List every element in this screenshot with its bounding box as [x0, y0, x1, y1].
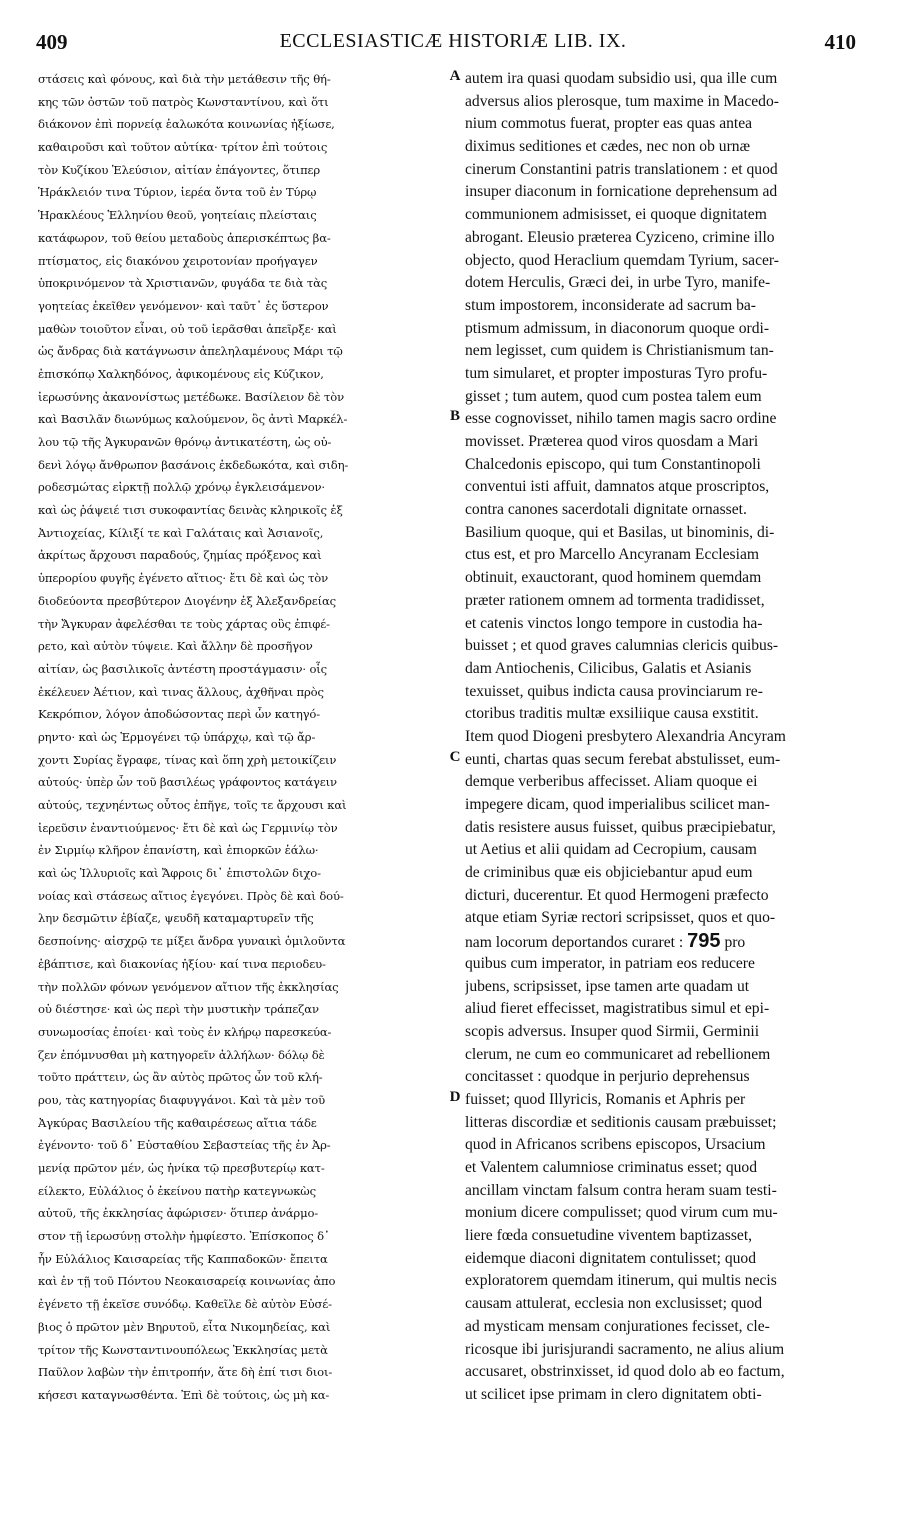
latin-text-line: dotem Herculis, Græci dei, in urbe Tyro, manife-	[465, 274, 771, 292]
latin-text-line: litteras discordiæ et seditionis causam præbuisset;	[465, 1113, 777, 1131]
greek-text-line: βιος ὁ πρῶτον μὲν Βηρυτοῦ, εἶτα Νικομηδείας, καὶ	[38, 1319, 331, 1334]
greek-text-line: κατάφωρον, τοῦ θείου μεταδοὺς ἀπερισκέπτως βα-	[38, 230, 331, 245]
latin-text-line: eunti, chartas quas secum ferebat abstulisset, eum-	[465, 750, 781, 768]
greek-text-line: τὴν πολλῶν φόνων γενόμενον αἴτιον τῆς ἐκκλησίας	[38, 979, 339, 994]
inline-reference-number: 795	[687, 930, 721, 953]
latin-text-line: conventui isti affuit, damnatos atque proscriptos,	[465, 478, 770, 496]
latin-text-line: jubens, scripsisset, ipse tamen arte quadam ut	[465, 977, 750, 995]
latin-text-line: quod in Africanos scribens episcopos, Ursacium	[465, 1136, 766, 1154]
greek-text-line: είλεκτο, Εὐλάλιος ὁ ἐκείνου πατὴρ κατεγνωκὼς	[38, 1183, 316, 1198]
latin-text-line: tum simularet, et propter imposturas Tyro profu-	[465, 364, 768, 382]
latin-text-line: accusaret, obstrinxisset, id quod dolo ab eo factum,	[465, 1363, 785, 1381]
margin-letter-d: D	[449, 1089, 461, 1105]
latin-text-line: præter rationem omnem ad tormenta tradidisset,	[465, 591, 765, 609]
latin-text-line: movisset. Præterea quod viros quosdam a Mari	[465, 433, 759, 450]
greek-text-line: ρηντο· καὶ ὡς Ἑρμογένει τῷ ὑπάρχῳ, καὶ τῷ ἄρ-	[38, 729, 316, 744]
greek-text-line: Ἡράκλειόν τινα Τύριον, ἱερέα ὄντα τοῦ ἐν Τύρῳ	[38, 185, 317, 200]
greek-text-line: στον τῇ ἱερωσύνῃ στολὴν ἠμφίεστο. Ἐπίσκοπος δ᾽	[38, 1229, 330, 1244]
greek-text-line: ἐβάπτισε, καὶ διακονίας ἠξίου· καί τινα περιοδευ-	[38, 956, 326, 971]
latin-text-line: impegere dicam, quod imperialibus scilicet man-	[465, 796, 770, 813]
latin-text-line: ad mysticam mensam conjurationes fecisset, cle-	[465, 1317, 770, 1335]
greek-text-line: ἐν Σιρμίῳ κλῆρον ἐπανίστη, καὶ ἐπιορκῶν ἑάλω·	[38, 843, 319, 858]
greek-text-line: συνωμοσίας ἐποίει· καὶ τοὺς ἐν κλήρῳ παρεσκεύα-	[38, 1024, 332, 1039]
greek-text-line: νοίας καὶ στάσεως αἴτιος ἐγεγόνει. Πρὸς δὲ καὶ δού-	[38, 888, 344, 903]
latin-text-line: et Valentem calumniose criminatus esset; quod	[465, 1159, 758, 1176]
greek-text-line: ἦν Εὐλάλιος Καισαρείας τῆς Καππαδοκῶν· ἔπειτα	[38, 1251, 328, 1266]
greek-text-line: ὑπερορίου φυγῆς ἐγένετο αἴτιος· ἔτι δὲ καὶ ὡς τὸν	[38, 571, 329, 586]
greek-text-line: κήσεσι καταγνωσθέντα. Ἐπὶ δὲ τούτοις, ὡς μὴ κα-	[38, 1387, 330, 1402]
greek-text-line: λου τῷ τῆς Ἀγκυρανῶν θρόνῳ ἀντικατέστη, ὡς οὐ-	[38, 435, 332, 449]
running-head	[0, 30, 906, 60]
latin-text-line: ancillam vinctam falsum contra heram suam testi-	[465, 1181, 777, 1199]
latin-text-line: abrogant. Eleusio præterea Cyziceno, crimine illo	[465, 228, 775, 246]
greek-text-line: Κεκρόπιον, λόγον ἀποδώσοντας περὶ ὧν κατηγό-	[38, 707, 320, 722]
latin-text-line: nium commotus fuerat, propter eas quas antea	[465, 115, 753, 133]
latin-text-line: aliud fieret effecisset, magistratibus simul et epi-	[465, 1000, 770, 1018]
greek-text-line: Ἀγκύρας Βασιλείου τῆς καθαιρέσεως αἴτια τάδε	[38, 1115, 317, 1130]
latin-text-line: fuisset; quod Illyricis, Romanis et Aphris per	[465, 1090, 746, 1108]
greek-text-line: αὐτούς, τεχνηέντως οὗτος ἐπῆγε, τοῖς τε ἄρχουσι καὶ	[38, 798, 347, 812]
latin-text-line: dicturi, ducerentur. Et quod Hermogeni præfecto	[465, 886, 769, 904]
greek-text-line: ἐπισκόπῳ Χαλκηδόνος, ἀφικομένους εἰς Κύζικον,	[38, 366, 324, 381]
greek-text-line: ρου, τὰς κατηγορίας διαφυγγάνοι. Καὶ τὰ μὲν τοῦ	[38, 1092, 326, 1107]
greek-text-line: ἱερωσύνης ἀκανονίστως μετέδωκε. Βασίλειον δὲ τὸν	[38, 389, 345, 404]
greek-text-line: ρετο, καὶ αὐτὸν τύψειε. Καὶ ἄλλην δὲ προσῆγον	[38, 639, 313, 654]
latin-text-line: cinerum Constantini patris translationem : et quod	[465, 160, 778, 178]
latin-text-line: communionem admisisset, ei quoque dignitatem	[465, 206, 767, 224]
latin-text-line: contra canones sacerdotali dignitate ornasset.	[465, 501, 747, 519]
latin-text-line: clerum, ne cum eo communicaret ad rebellionem	[465, 1045, 771, 1063]
greek-text-line: ὑποκρινόμενον τὰ Χριστιανῶν, φυγάδα τε διὰ τὰς	[38, 276, 328, 291]
latin-text-line: scopis adversus. Insuper quod Sirmii, Germinii	[465, 1022, 760, 1040]
latin-text-line: Chalcedonis episcopo, qui tum Constantinopoli	[465, 455, 761, 473]
greek-column	[38, 68, 443, 1407]
latin-text-line: ptismum admissum, in diaconorum quoque ordi-	[465, 319, 770, 337]
greek-text-line: λην δεσμῶτιν ἐβίαζε, ψευδῆ καταμαρτυρεῖν τῆς	[38, 911, 314, 926]
latin-text-line: nam locorum deportandos curaret : 795 pro	[465, 930, 746, 953]
latin-text-line: eidemque diaconi dignitatem contulisset; quod	[465, 1249, 757, 1267]
latin-text-line: dam Antiochenis, Cilicibus, Galatis et Asianis	[465, 659, 752, 677]
latin-text-line: gisset ; tum autem, quod cum postea talem eum	[465, 387, 762, 405]
latin-text-line: demque verberibus affecisset. Aliam quoque ei	[465, 773, 758, 791]
greek-text-line: δεσποίνης· αἰσχρῷ τε μίξει ἄνδρα γυναικὶ ὁμιλοῦντα	[38, 934, 346, 949]
greek-text-line: χοντι Συρίας ἔγραφε, τίνας καὶ ὅπη χρὴ μετοικίζειν	[38, 752, 337, 767]
margin-letter-a: A	[449, 68, 461, 84]
greek-text-line: καὶ Βασιλᾶν διωνύμως καλούμενον, ὃς ἀντὶ Μαρκέλ-	[38, 412, 348, 427]
greek-text-line: καὶ ὡς Ἰλλυριοῖς καὶ Ἄφροις δι᾽ ἐπιστολῶν διχο-	[38, 866, 321, 881]
latin-text-line: texuisset, quibus indicta causa provinciarum re-	[465, 682, 763, 700]
greek-text-line: ἐκέλευεν Ἀέτιον, καὶ τινας ἄλλους, ἀχθῆναι πρὸς	[38, 684, 324, 699]
greek-text-line: οὐ διέστησε· καὶ ὡς περὶ τὴν μυστικὴν τράπεζαν	[38, 1002, 319, 1017]
greek-text-line: τὴν Ἄγκυραν ἀφελέσθαι τε τοὺς χάρτας οὓς ἐπιφέ-	[38, 616, 330, 631]
greek-text-line: αὐτοῦ, τῆς ἐκκλησίας ἀφώρισεν· ὅτιπερ ἀνάρμο-	[38, 1206, 319, 1221]
latin-text-line: ricosque ibi jurisjurandi sacramento, ne alius alium	[465, 1340, 785, 1358]
greek-text-line: καθαιροῦσι καὶ τοῦτον αὐτίκα· τρίτον ἐπὶ τούτοις	[38, 140, 328, 155]
greek-text-line: διοδεύοντα πρεσβύτερον Διογένην ἐξ Ἀλεξανδρείας	[38, 593, 337, 608]
latin-text-line: et catenis vinctos longo tempore in custodia ha-	[465, 614, 763, 632]
margin-letter-b: B	[449, 408, 460, 424]
page-number-right: 410	[824, 30, 856, 54]
latin-text-line: nem legisset, cum quidem is Christianismum tan-	[465, 342, 774, 360]
latin-text-line: objecto, quod Heraclium quemdam Tyrium, sacer-	[465, 251, 779, 269]
greek-text-line: Ἀντιοχείας, Κίλιξί τε καὶ Γαλάταις καὶ Ἀσιανοῖς,	[38, 525, 324, 540]
greek-text-line: τοῦτο πράττειν, ὡς ἂν αὐτὸς πρῶτος ὧν τοῦ κλή-	[38, 1070, 323, 1085]
greek-text-line: διάκονον ἐπὶ πορνείᾳ ἑαλωκότα κοινωνίας ἠξίωσε,	[38, 117, 335, 132]
inline-reference-trailing-word: pro	[724, 934, 746, 952]
latin-text-line: atque etiam Syriæ rectori scripsisset, quos et quo-	[465, 909, 776, 927]
latin-text-line: monium dicere compulisset; quod virum cum mu-	[465, 1204, 778, 1222]
latin-text-line: concitasset : quodque in perjurio deprehensus	[465, 1068, 750, 1086]
latin-text-line: causam attulerat, ecclesia non exclusisset; quod	[465, 1295, 763, 1313]
latin-text-line: ctus est, et pro Marcello Ancyranam Ecclesiam	[465, 546, 760, 564]
greek-text-line: ἐγένετο τῇ ἐκεῖσε συνόδῳ. Καθεῖλε δὲ αὐτὸν Εὐσέ-	[38, 1297, 332, 1312]
greek-text-line: δενὶ λόγῳ ἄνθρωπον βασάνοις ἐκδεδωκότα, καὶ σιδη-	[38, 457, 349, 472]
latin-text-line: insuper diaconum in fornicatione deprehensum ad	[465, 183, 778, 201]
greek-text-line: τρίτον τῆς Κωνσταντινουπόλεως Ἐκκλησίας μετὰ	[38, 1342, 328, 1357]
greek-text-line: ὡς ἄνδρας διὰ κατάγνωσιν ἀπεληλαμένους Μάρι τῷ	[38, 344, 343, 359]
latin-text-line: ut scilicet ipse primam in clero dignitatem obti-	[465, 1385, 762, 1403]
latin-text-line: esse cognovisset, nihilo tamen magis sacro ordine	[465, 410, 777, 428]
greek-text-line: καὶ ἐν τῇ τοῦ Πόντου Νεοκαισαρείᾳ κοινωνίας ἀπο	[38, 1274, 336, 1289]
greek-text-line: πτίσματος, εἰς διακόνου χειροτονίαν προήγαγεν	[38, 253, 318, 268]
latin-text-line: exploratorem quemdam itinerum, qui multis necis	[465, 1272, 777, 1290]
greek-text-line: ἀκρίτως ἄρχουσι παραδούς, ζημίας πρόξενος καὶ	[38, 548, 322, 563]
latin-text-line: adversus alios plerosque, tum maxime in Macedo-	[465, 92, 779, 110]
greek-text-line: αἰτίαν, ὡς βασιλικοῖς ἀντέστη προστάγμασιν· οἷς	[38, 661, 328, 676]
latin-text-line: ut Aetius et alii quidam ad Cecropium, causam	[465, 841, 757, 859]
running-title: ECCLESIASTICÆ HISTORIÆ LIB. IX.	[279, 30, 627, 52]
greek-text-line: γοητείας ἐκεῖθεν γενόμενον· καὶ ταῦτ᾽ ἐς ὕστερον	[38, 298, 329, 313]
latin-text-line: quibus cum imperator, in patriam eos reducere	[465, 954, 755, 972]
greek-text-line: καὶ ὡς ῥάψειέ τισι συκοφαντίας δεινὰς κληρικοῖς ἐξ	[38, 503, 343, 518]
greek-text-line: τὸν Κυζίκου Ἐλεύσιον, αἰτίαν ἐπάγοντες, ὅτιπερ	[38, 162, 321, 177]
greek-text-line: στάσεις καὶ φόνους, καὶ διὰ τὴν μετάθεσιν τῆς θή-	[38, 72, 331, 86]
latin-text-line: de criminibus quæ eis objiciebantur apud eum	[465, 864, 753, 882]
greek-text-line: μενίᾳ πρῶτον μέν, ὡς ἡνίκα τῷ πρεσβυτερίῳ κατ-	[38, 1161, 325, 1175]
greek-text-line: κης τῶν ὀστῶν τοῦ πατρὸς Κωνσταντίνου, καὶ ὅτι	[38, 94, 329, 109]
latin-column	[465, 68, 863, 1407]
latin-text-line: ctoribus traditis multæ exsiliique causa exstitit.	[465, 705, 759, 723]
greek-text-line: ροδεσμώτας εἱρκτῇ πολλῷ χρόνῳ ἐγκλεισάμενον·	[38, 480, 325, 495]
greek-text-line: ἐγένοντο· τοῦ δ᾽ Εὐσταθίου Σεβαστείας τῆς ἐν Ἀρ-	[38, 1138, 331, 1153]
greek-text-line: αὐτούς· ὑπὲρ ὧν τοῦ βασιλέως γράφοντος κατάγειν	[38, 775, 337, 790]
latin-text-line: liere fœda consuetudine viventem baptizasset,	[465, 1227, 753, 1245]
page-number-left: 409	[36, 30, 68, 54]
latin-text-line: stum impostorem, inconsiderate ad sacrum ba-	[465, 296, 757, 314]
margin-letter-c: C	[449, 749, 461, 765]
latin-text-line: diximus seditiones et cædes, nec non ob urnæ	[465, 138, 750, 156]
latin-text-line: autem ira quasi quodam subsidio usi, qua ille cum	[465, 70, 778, 87]
latin-text-line: obtinuit, exauctorant, quod hominem quemdam	[465, 569, 762, 587]
greek-text-line: Ἡρακλέους Ἑλληνίου θεοῦ, γοητείαις πλείσταις	[38, 208, 317, 223]
latin-text-line: Item quod Diogeni presbytero Alexandria Ancyram	[465, 727, 786, 745]
greek-text-line: ἱερεῦσιν ἐναντιούμενος· ἔτι δὲ καὶ ὡς Γερμινίῳ τὸν	[38, 820, 338, 835]
greek-text-line: Παῦλον λαβὼν τὴν ἐπιτροπήν, ἅτε δὴ ἐπί τισι διοι-	[38, 1365, 333, 1380]
latin-text-line: buisset ; et quod graves calumnias clericis quibus-	[465, 637, 779, 655]
greek-text-line: μαθὼν τοιοῦτον εἶναι, οὐ τοῦ ἱερᾶσθαι ἀπεῖρξε· καὶ	[38, 321, 337, 336]
latin-text-line: Basilium quoque, qui et Basilas, ut binominis, di-	[465, 523, 775, 541]
greek-text-line: ζεν ἐπόμνυσθαι μὴ κατηγορεῖν ἀλλήλων· δόλῳ δὲ	[38, 1047, 325, 1062]
latin-text-line: datis resistere ausus fuisset, quibus præcipiebatur,	[465, 818, 776, 836]
